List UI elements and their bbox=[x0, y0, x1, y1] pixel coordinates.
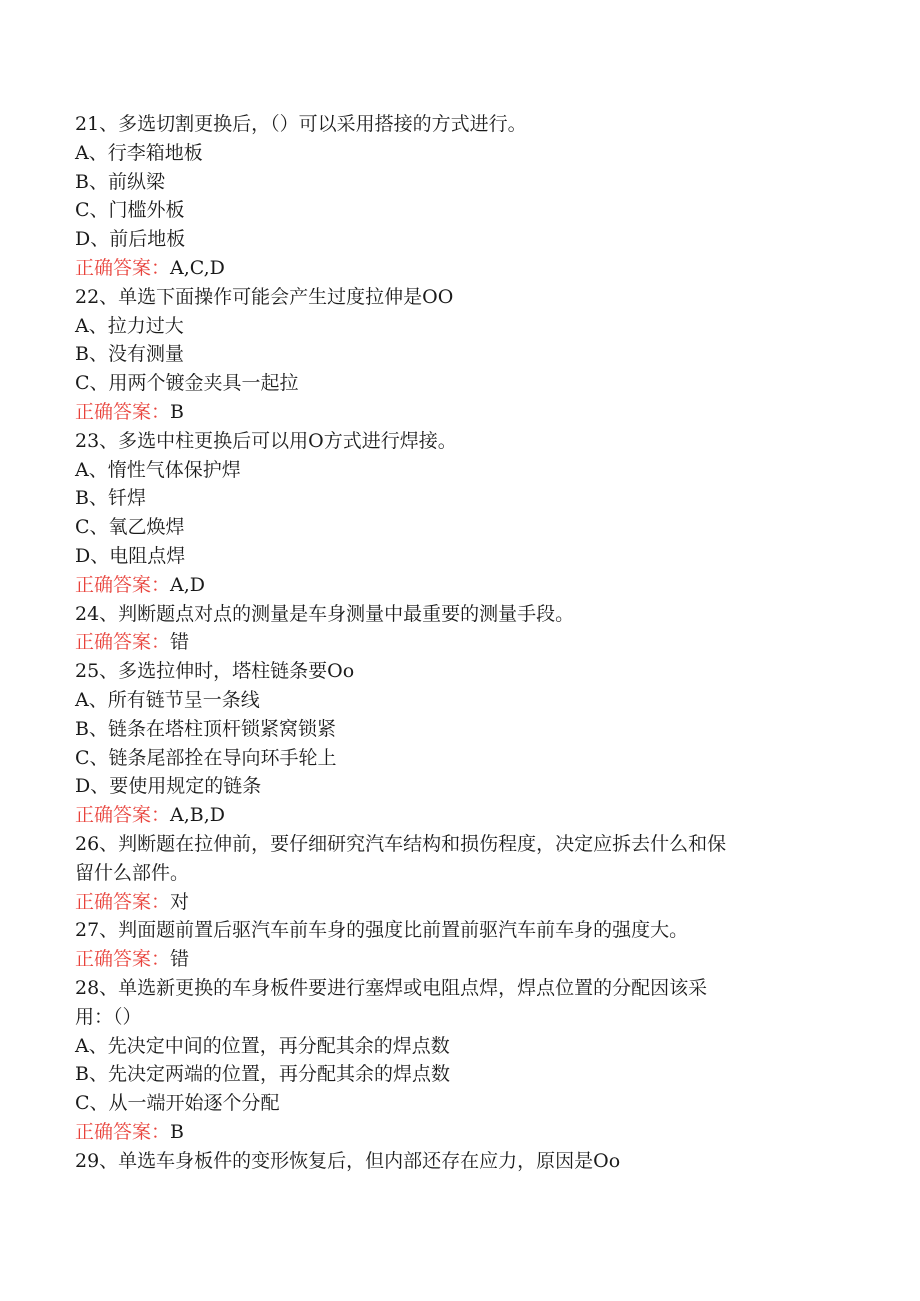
answer-option: D、前后地板 bbox=[75, 228, 186, 251]
answer-option: B、链条在塔柱顶杆锁紧窝锁紧 bbox=[75, 717, 336, 740]
document-page bbox=[75, 110, 835, 1175]
question-stem: 25、多选拉伸时，塔柱链条要Oo bbox=[75, 660, 355, 683]
correct-answer-value: B bbox=[170, 400, 184, 423]
correct-answer bbox=[75, 801, 835, 830]
question-stem: 22、单选下面操作可能会产生过度拉伸是OO bbox=[75, 285, 454, 308]
correct-answer-label: 正确答案： bbox=[75, 400, 171, 423]
answer-option: B、钎焊 bbox=[75, 487, 146, 510]
answer-option: B、没有测量 bbox=[75, 343, 184, 366]
question-block bbox=[75, 974, 835, 1147]
correct-answer-label: 正确答案： bbox=[75, 256, 171, 279]
correct-answer-label: 正确答案： bbox=[75, 1120, 171, 1143]
question-block bbox=[75, 1147, 835, 1176]
correct-answer bbox=[75, 628, 835, 657]
correct-answer-value: A,D bbox=[170, 573, 206, 596]
answer-option: D、电阻点焊 bbox=[75, 544, 186, 567]
answer-option: D、要使用规定的链条 bbox=[75, 775, 262, 798]
question-stem: 23、多选中柱更换后可以用O方式进行焊接。 bbox=[75, 429, 457, 452]
correct-answer-label: 正确答案： bbox=[75, 890, 171, 913]
answer-option: A、所有链节呈一条线 bbox=[75, 688, 260, 711]
answer-option: A、先决定中间的位置，再分配其余的焊点数 bbox=[75, 1034, 450, 1057]
correct-answer-label: 正确答案： bbox=[75, 948, 171, 971]
answer-option: C、用两个镀金夹具一起拉 bbox=[75, 372, 299, 395]
correct-answer bbox=[75, 888, 835, 917]
answer-option: C、氧乙焕焊 bbox=[75, 516, 185, 539]
correct-answer bbox=[75, 398, 835, 427]
correct-answer-value: B bbox=[170, 1120, 184, 1143]
question-block bbox=[75, 916, 835, 974]
question-stem: 24、判断题点对点的测量是车身测量中最重要的测量手段。 bbox=[75, 602, 575, 625]
correct-answer-label: 正确答案： bbox=[75, 631, 171, 654]
question-block bbox=[75, 830, 835, 916]
correct-answer-value: 错 bbox=[170, 948, 190, 971]
question-stem: 21、多选切割更换后，（）可以采用搭接的方式进行。 bbox=[75, 113, 527, 135]
question-stem: 29、单选车身板件的变形恢复后，但内部还存在应力，原因是Oo bbox=[75, 1149, 621, 1172]
answer-option: C、从一端开始逐个分配 bbox=[75, 1092, 280, 1115]
question-block bbox=[75, 657, 835, 830]
correct-answer-value: A,C,D bbox=[170, 256, 225, 279]
answer-option: A、拉力过大 bbox=[75, 314, 184, 337]
question-stem: 用：（） bbox=[75, 1005, 142, 1028]
correct-answer bbox=[75, 945, 835, 974]
question-block bbox=[75, 427, 835, 600]
correct-answer-value: A,B,D bbox=[170, 804, 226, 827]
question-stem: 28、单选新更换的车身板件要进行塞焊或电阻点焊，焊点位置的分配因该采 bbox=[75, 976, 708, 999]
answer-option: A、惰性气体保护焊 bbox=[75, 458, 241, 481]
correct-answer bbox=[75, 254, 835, 283]
answer-option: C、链条尾部拴在导向环手轮上 bbox=[75, 746, 337, 769]
answer-option: B、先决定两端的位置，再分配其余的焊点数 bbox=[75, 1063, 450, 1086]
question-block bbox=[75, 600, 835, 658]
question-stem: 26、判断题在拉伸前，要仔细研究汽车结构和损伤程度，决定应拆去什么和保 bbox=[75, 832, 727, 855]
correct-answer-value: 错 bbox=[170, 631, 190, 654]
question-block bbox=[75, 110, 835, 283]
answer-option: B、前纵梁 bbox=[75, 170, 165, 193]
correct-answer-value: 对 bbox=[170, 890, 190, 913]
answer-option: C、门槛外板 bbox=[75, 199, 185, 222]
question-stem: 27、判面题前置后驱汽车前车身的强度比前置前驱汽车前车身的强度大。 bbox=[75, 919, 689, 942]
correct-answer bbox=[75, 571, 835, 600]
correct-answer-label: 正确答案： bbox=[75, 804, 171, 827]
question-stem: 留什么部件。 bbox=[75, 861, 190, 884]
question-block bbox=[75, 283, 835, 427]
correct-answer-label: 正确答案： bbox=[75, 573, 171, 596]
answer-option: A、行李箱地板 bbox=[75, 141, 203, 164]
correct-answer bbox=[75, 1118, 835, 1147]
